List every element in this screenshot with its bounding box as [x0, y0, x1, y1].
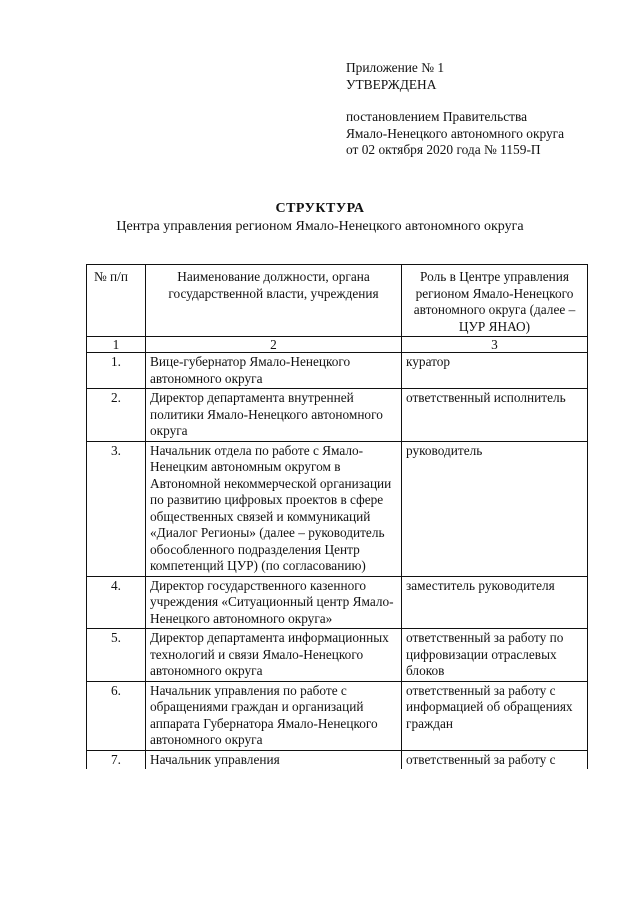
role-cell: ответственный за работу с информацией об обращениях граждан [402, 681, 588, 750]
role-cell: куратор [402, 353, 588, 389]
document-subtitle: Центра управления регионом Ямало-Ненецкого автономного округа [116, 219, 524, 234]
row-number: 3. [87, 441, 146, 576]
row-number: 1. [87, 353, 146, 389]
table-row [87, 441, 588, 576]
table-row [87, 389, 588, 442]
position-cell: Начальник отдела по работе с Ямало-Ненецким автономным округом в Автономной некоммерческой организации по развитию цифровых проектов в сфере общественных связей и коммуникаций «Диалог Регионы» (далее – руководитель обособленного подразделения Центр компетенций ЦУР) (по согласованию) [146, 441, 402, 576]
role-cell: руководитель [402, 441, 588, 576]
column-index: 1 [87, 337, 146, 353]
table-row [87, 681, 588, 750]
government-line: Ямало-Ненецкого автономного округа [346, 125, 565, 141]
row-number: 2. [87, 389, 146, 442]
column-index-row [87, 337, 588, 353]
position-cell: Начальник управления по работе с обращениями граждан и организаций аппарата Губернатора Ямало-Ненецкого автономного округа [146, 681, 402, 750]
position-cell: Директор департамента внутренней политики Ямало-Ненецкого автономного округа [146, 389, 402, 442]
approval-block [346, 60, 564, 159]
table-row [87, 750, 588, 769]
column-index: 2 [146, 337, 402, 353]
row-number: 4. [87, 576, 146, 629]
document-title: СТРУКТУРА [275, 201, 365, 216]
role-cell: ответственный за работу по цифровизации отраслевых блоков [402, 629, 588, 682]
row-number: 5. [87, 629, 146, 682]
position-cell: Начальник управления [146, 750, 402, 769]
role-cell: заместитель руководителя [402, 576, 588, 629]
column-header-role: Роль в Центре управления регионом Ямало-Ненецкого автономного округа (далее – ЦУР ЯНАО) [402, 265, 588, 337]
position-cell: Вице-губернатор Ямало-Ненецкого автономного округа [146, 353, 402, 389]
structure-table [86, 264, 588, 769]
date-number-line: от 02 октября 2020 года № 1159-П [346, 142, 541, 157]
approved-label: УТВЕРЖДЕНА [346, 76, 437, 92]
table-header-row [87, 265, 588, 337]
row-number: 7. [87, 750, 146, 769]
column-header-position: Наименование должности, органа государственной власти, учреждения [146, 265, 402, 337]
role-cell: ответственный за работу с [402, 750, 588, 769]
table-row [87, 353, 588, 389]
position-cell: Директор департамента информационных технологий и связи Ямало-Ненецкого автономного округа [146, 629, 402, 682]
role-cell: ответственный исполнитель [402, 389, 588, 442]
table-row [87, 629, 588, 682]
position-cell: Директор государственного казенного учреждения «Ситуационный центр Ямало-Ненецкого автономного округа» [146, 576, 402, 629]
row-number: 6. [87, 681, 146, 750]
column-header-number: № п/п [87, 265, 146, 337]
resolution-line: постановлением Правительства [346, 109, 528, 124]
appendix-number: Приложение № 1 [346, 60, 445, 75]
table-row [87, 576, 588, 629]
document-title-block [0, 200, 640, 236]
column-index: 3 [402, 337, 588, 353]
